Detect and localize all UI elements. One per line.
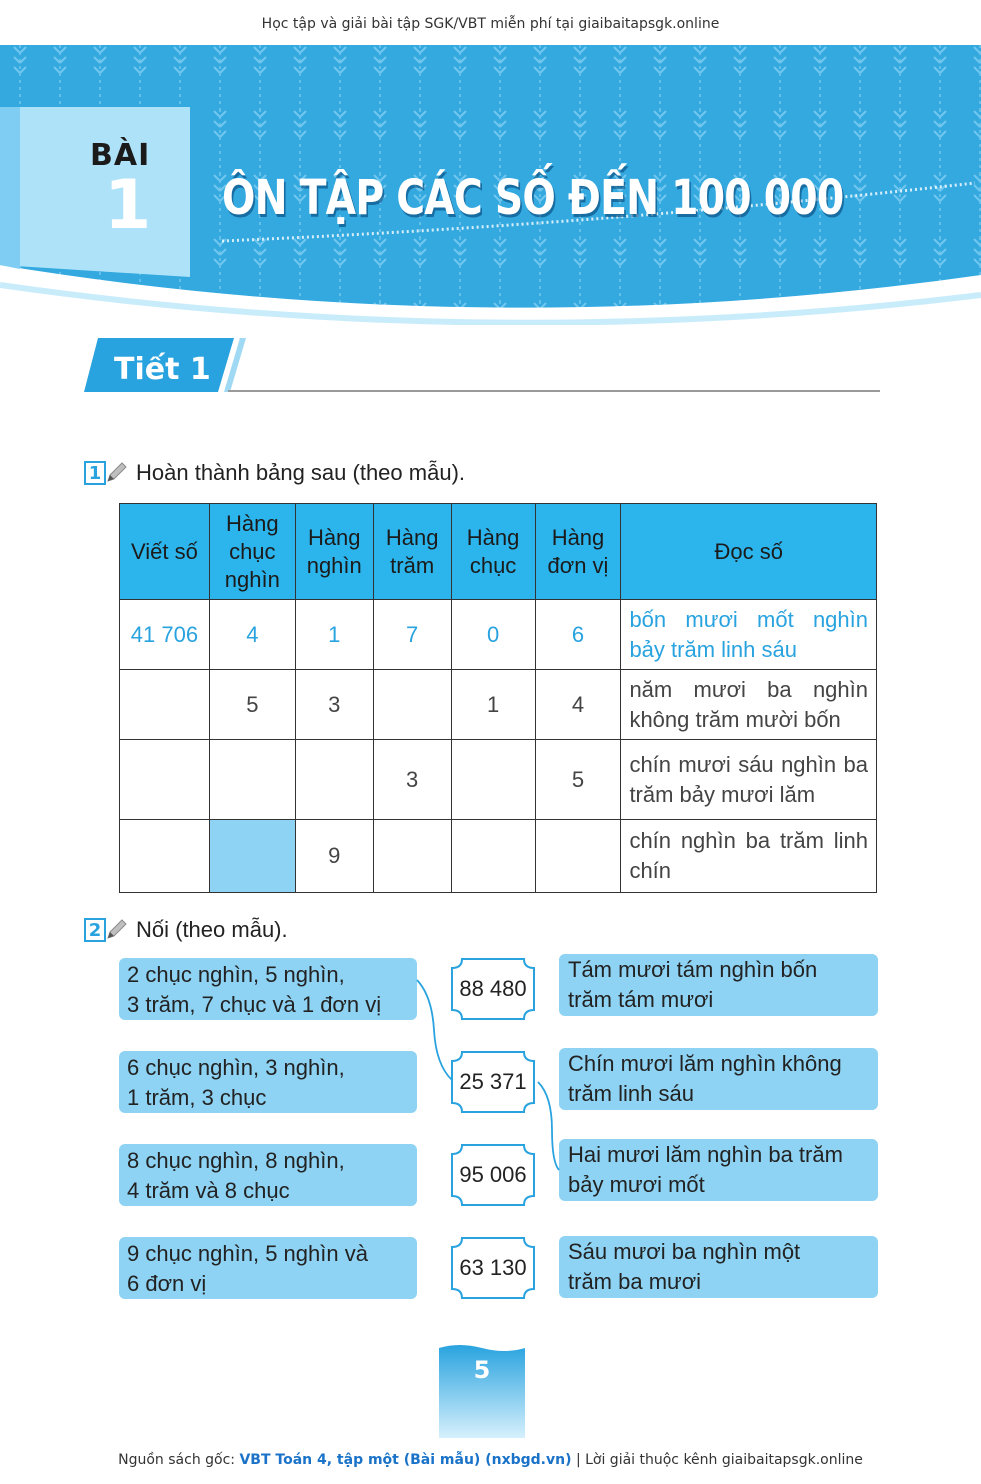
match-text-line: 6 chục nghìn, 3 nghìn, [127,1055,345,1080]
match-number-box[interactable] [448,1235,538,1301]
reading-cell: chín mươi sáu nghìn ba trăm bảy mươi lăm [621,740,877,820]
match-text-line: bảy mươi mốt [568,1172,705,1197]
match-right-item[interactable] [559,1139,878,1201]
exercise-instruction: Hoàn thành bảng sau (theo mẫu). [136,460,466,485]
table-cell: 41 706 [120,600,210,670]
table-cell: 1 [295,600,373,670]
answer-cell[interactable] [295,740,373,820]
header-cell: Hàng trăm [373,504,451,600]
match-text-line: trăm tám mươi [568,987,714,1012]
pencil-icon [104,918,128,942]
answer-cell[interactable] [451,820,535,893]
match-text-line: Hai mươi lăm nghìn ba trăm [568,1142,843,1167]
table-row [120,740,877,820]
table-cell: 5 [209,670,295,740]
exercise-2-header [84,917,288,943]
table-row [120,820,877,893]
match-text-line: trăm ba mươi [568,1269,702,1294]
header-cell: Đọc số [621,504,877,600]
header-cell: Hàng chục nghìn [209,504,295,600]
table-row [120,670,877,740]
match-text-line: Sáu mươi ba nghìn một [568,1239,801,1264]
page-number: 5 [473,1356,491,1384]
table-cell: 3 [295,670,373,740]
match-left-item[interactable] [119,1051,417,1113]
match-right-item[interactable] [559,1236,878,1298]
header-note: Học tập và giải bài tập SGK/VBT miễn phí tại giaibaitapsgk.online [261,16,720,32]
answer-cell[interactable] [209,740,295,820]
table-cell: 1 [451,670,535,740]
table-cell: 0 [451,600,535,670]
table-row [120,600,877,670]
exercise-number: 2 [84,918,106,942]
footer-source-link[interactable]: VBT Toán 4, tập một (Bài mẫu) (nxbgd.vn) [239,1452,572,1468]
answer-cell[interactable] [535,820,621,893]
shaded-cell [209,820,295,893]
match-left-item[interactable] [119,958,417,1020]
connector-line [538,1082,559,1170]
reading-cell: năm mươi ba nghìn không trăm mười bốn [621,670,877,740]
section-label: Tiết 1 [114,352,211,387]
footer-suffix: | Lời giải thuộc kênh giaibaitapsgk.online [575,1452,863,1468]
match-number-box[interactable] [448,1142,538,1208]
answer-cell[interactable] [120,670,210,740]
table-cell: 3 [373,740,451,820]
match-number: 95 006 [459,1162,527,1187]
exercise-1-header [84,460,465,486]
match-right-item[interactable] [559,1048,878,1110]
match-text-line: 2 chục nghìn, 5 nghìn, [127,962,345,987]
lesson-number: 1 [104,166,152,245]
match-right-item[interactable] [559,954,878,1016]
match-text-line: 6 đơn vị [127,1271,207,1296]
match-number: 25 371 [459,1069,527,1094]
table-cell: 4 [535,670,621,740]
footer [0,1452,981,1468]
match-number: 88 480 [459,976,527,1001]
match-left-item[interactable] [119,1237,417,1299]
match-text-line: trăm linh sáu [568,1081,694,1106]
table-header-row [120,504,877,600]
header-cell: Hàng nghìn [295,504,373,600]
match-text-line: 1 trăm, 3 chục [127,1085,267,1110]
match-text-line: 4 trăm và 8 chục [127,1178,290,1203]
pencil-icon [104,461,128,485]
table-cell: 6 [535,600,621,670]
header-cell: Viết số [120,504,210,600]
match-number-box[interactable] [448,956,538,1022]
reading-cell: chín nghìn ba trăm linh chín [621,820,877,893]
table-cell: 9 [295,820,373,893]
reading-cell: bốn mươi mốt nghìn bảy trăm linh sáu [621,600,877,670]
match-text-line: 3 trăm, 7 chục và 1 đơn vị [127,992,382,1017]
exercise-number: 1 [84,461,106,485]
table-cell: 5 [535,740,621,820]
match-text-line: 8 chục nghìn, 8 nghìn, [127,1148,345,1173]
answer-cell[interactable] [451,740,535,820]
answer-cell[interactable] [120,740,210,820]
footer-prefix: Nguồn sách gốc: [118,1452,236,1468]
match-text-line: 9 chục nghìn, 5 nghìn và [127,1241,368,1266]
match-left-item[interactable] [119,1144,417,1206]
lesson-title: ÔN TẬP CÁC SỐ ĐẾN 100 000 [222,170,844,226]
table-cell: 7 [373,600,451,670]
match-number-box[interactable] [448,1049,538,1115]
match-number: 63 130 [459,1255,527,1280]
answer-cell[interactable] [373,670,451,740]
section-header [84,336,884,396]
answer-cell[interactable] [373,820,451,893]
connector-line [417,980,452,1080]
place-value-table [119,503,877,893]
header-cell: Hàng đơn vị [535,504,621,600]
page-number-tab [439,1342,525,1438]
match-text-line: Chín mươi lăm nghìn không [568,1051,842,1076]
lesson-label: BÀI [90,138,151,173]
header-cell: Hàng chục [451,504,535,600]
exercise-instruction: Nối (theo mẫu). [136,917,288,942]
table-cell: 4 [209,600,295,670]
answer-cell[interactable] [120,820,210,893]
match-text-line: Tám mươi tám nghìn bốn [568,957,818,982]
